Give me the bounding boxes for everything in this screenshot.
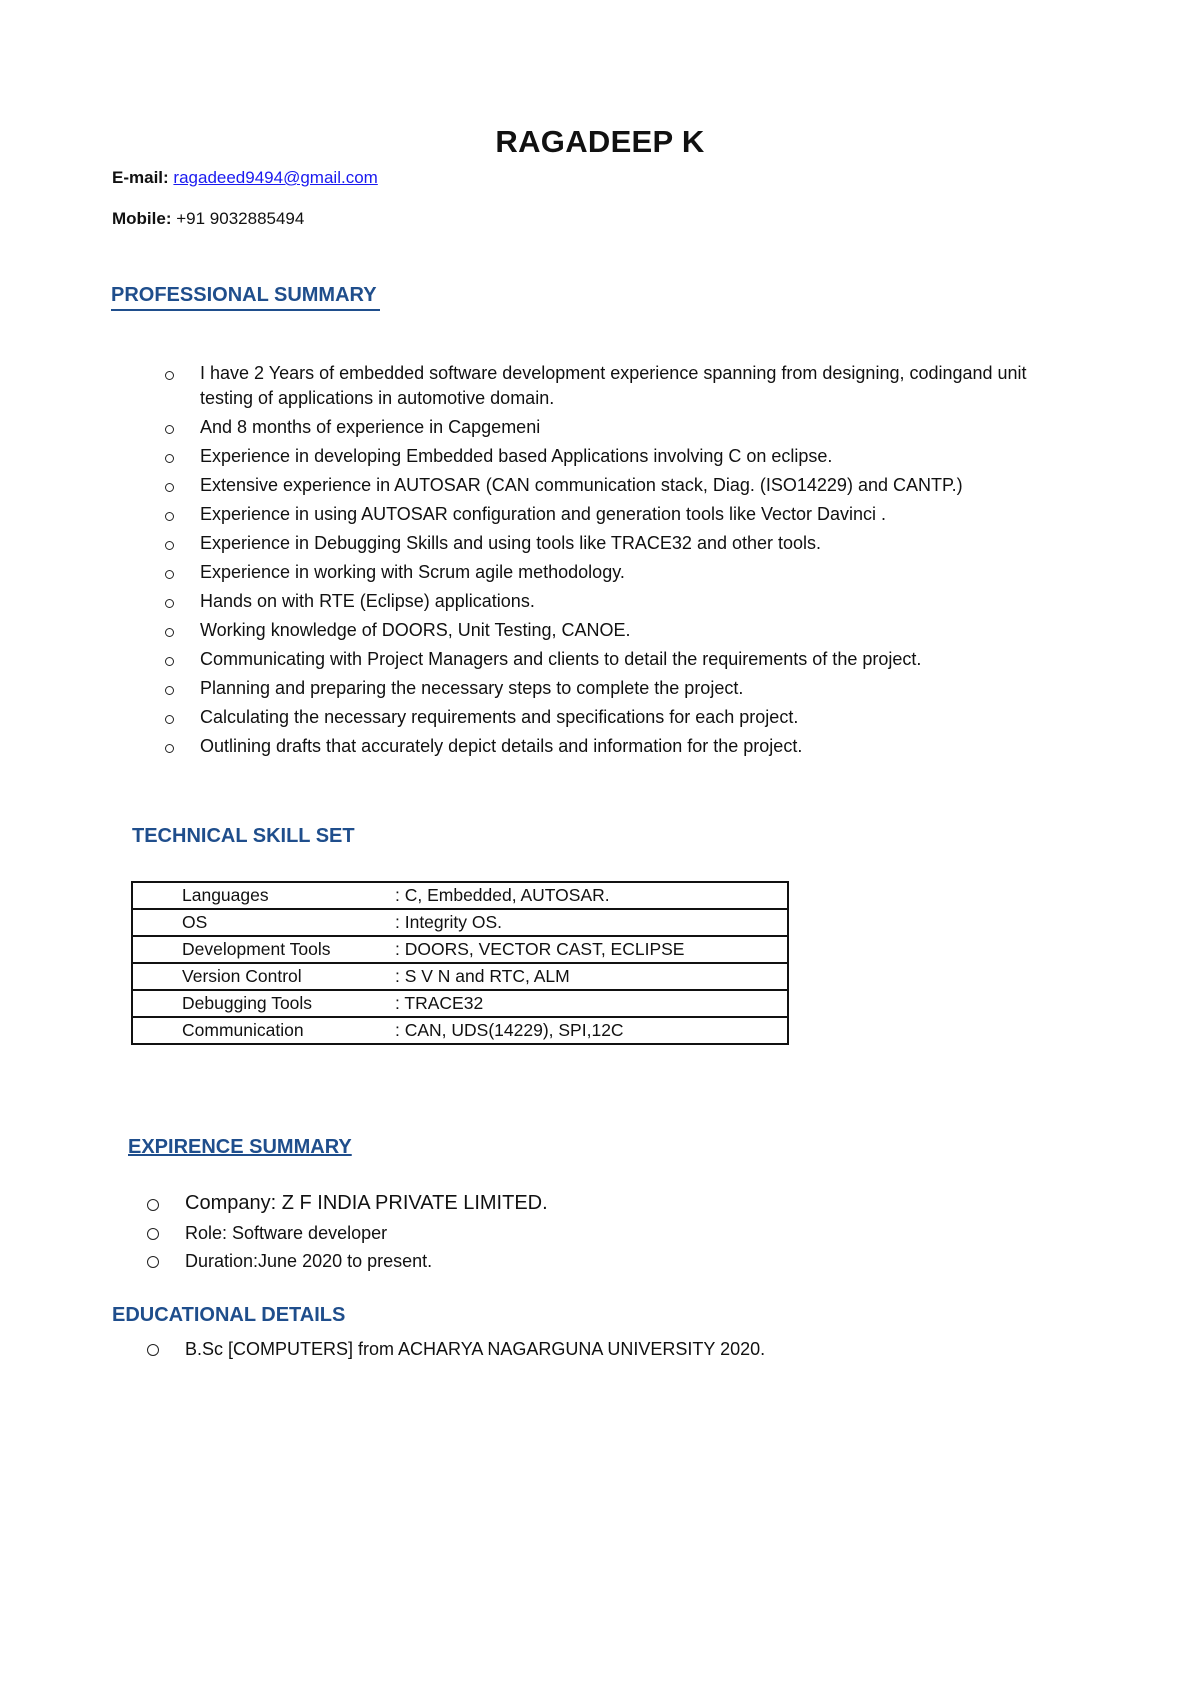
duration-text: Duration:June 2020 to present. — [185, 1251, 433, 1271]
circle-bullet-icon — [165, 628, 174, 637]
list-item-text: Experience in developing Embedded based Applications involving C on eclipse. — [200, 446, 833, 466]
list-item — [163, 415, 1083, 440]
list-item — [145, 1188, 1045, 1219]
skill-key: OS — [132, 909, 395, 936]
list-item-text: Hands on with RTE (Eclipse) applications. — [200, 591, 535, 611]
circle-bullet-icon — [165, 425, 174, 434]
circle-bullet-icon — [165, 715, 174, 724]
skill-key: Debugging Tools — [132, 990, 395, 1017]
circle-bullet-icon — [165, 541, 174, 550]
candidate-name: RAGADEEP K — [495, 124, 705, 159]
mobile-label: Mobile: — [112, 209, 172, 228]
list-item-text: Experience in using AUTOSAR configuration and generation tools like Vector Davinci . — [200, 504, 887, 524]
circle-bullet-icon — [147, 1199, 159, 1211]
list-item — [163, 502, 1083, 527]
skill-value: : Integrity OS. — [395, 909, 788, 936]
professional-summary-heading: PROFESSIONAL SUMMARY — [111, 284, 377, 306]
list-item-text: Working knowledge of DOORS, Unit Testing, CANOE. — [200, 620, 631, 640]
list-item-text: Experience in Debugging Skills and using tools like TRACE32 and other tools. — [200, 533, 822, 553]
circle-bullet-icon — [165, 454, 174, 463]
company-text: Company: Z F INDIA PRIVATE LIMITED. — [185, 1192, 548, 1214]
table-row — [132, 990, 788, 1017]
circle-bullet-icon — [147, 1228, 159, 1240]
mobile-number: +91 9032885494 — [176, 209, 305, 228]
role-text: Role: Software developer — [185, 1223, 388, 1243]
circle-bullet-icon — [165, 657, 174, 666]
mobile-line — [112, 209, 304, 229]
circle-bullet-icon — [147, 1344, 159, 1356]
skill-value: : TRACE32 — [395, 990, 788, 1017]
list-item-text: I have 2 Years of embedded software development experience spanning from designing, codingand unit testing of applications in automotive domain. — [200, 363, 1027, 408]
technical-skills-table — [131, 881, 789, 1045]
list-item-text: Calculating the necessary requirements and specifications for each project. — [200, 707, 799, 727]
list-item — [163, 473, 1083, 498]
list-item-text: Extensive experience in AUTOSAR (CAN communication stack, Diag. (ISO14229) and CANTP.) — [200, 475, 963, 495]
professional-summary-list — [163, 361, 1083, 763]
table-row — [132, 909, 788, 936]
education-list — [145, 1335, 1045, 1363]
circle-bullet-icon — [165, 512, 174, 521]
circle-bullet-icon — [165, 599, 174, 608]
email-link[interactable]: ragadeed9494@gmail.com — [173, 168, 378, 187]
skill-value: : CAN, UDS(14229), SPI,12C — [395, 1017, 788, 1044]
skill-key: Version Control — [132, 963, 395, 990]
list-item — [163, 676, 1083, 701]
table-row — [132, 1017, 788, 1044]
table-row — [132, 963, 788, 990]
skill-value: : DOORS, VECTOR CAST, ECLIPSE — [395, 936, 788, 963]
experience-summary-heading: EXPIRENCE SUMMARY — [128, 1136, 352, 1158]
list-item — [163, 618, 1083, 643]
technical-skills-heading: TECHNICAL SKILL SET — [132, 825, 355, 847]
circle-bullet-icon — [165, 686, 174, 695]
list-item — [163, 531, 1083, 556]
circle-bullet-icon — [165, 483, 174, 492]
list-item — [163, 560, 1083, 585]
circle-bullet-icon — [165, 570, 174, 579]
skill-key: Communication — [132, 1017, 395, 1044]
list-item — [145, 1219, 1045, 1247]
skill-value: : C, Embedded, AUTOSAR. — [395, 882, 788, 909]
list-item-text: Communicating with Project Managers and clients to detail the requirements of the project. — [200, 649, 922, 669]
circle-bullet-icon — [165, 371, 174, 380]
list-item-text: And 8 months of experience in Capgemeni — [200, 417, 541, 437]
table-row — [132, 936, 788, 963]
circle-bullet-icon — [165, 744, 174, 753]
list-item — [163, 734, 1083, 759]
education-heading: EDUCATIONAL DETAILS — [112, 1304, 346, 1326]
list-item — [163, 705, 1083, 730]
list-item-text: Experience in working with Scrum agile methodology. — [200, 562, 625, 582]
list-item-text: Outlining drafts that accurately depict details and information for the project. — [200, 736, 803, 756]
email-line — [112, 168, 378, 188]
skill-key: Development Tools — [132, 936, 395, 963]
list-item-text: Planning and preparing the necessary steps to complete the project. — [200, 678, 744, 698]
list-item — [145, 1247, 1045, 1275]
list-item — [163, 647, 1083, 672]
circle-bullet-icon — [147, 1256, 159, 1268]
list-item — [163, 589, 1083, 614]
skill-key: Languages — [132, 882, 395, 909]
list-item — [163, 444, 1083, 469]
education-text: B.Sc [COMPUTERS] from ACHARYA NAGARGUNA UNIVERSITY 2020. — [185, 1339, 766, 1359]
list-item — [163, 361, 1083, 411]
list-item — [145, 1335, 1045, 1363]
table-row — [132, 882, 788, 909]
skill-value: : S V N and RTC, ALM — [395, 963, 788, 990]
experience-list — [145, 1188, 1045, 1275]
professional-summary-underline — [111, 309, 380, 311]
email-label: E-mail: — [112, 168, 169, 187]
